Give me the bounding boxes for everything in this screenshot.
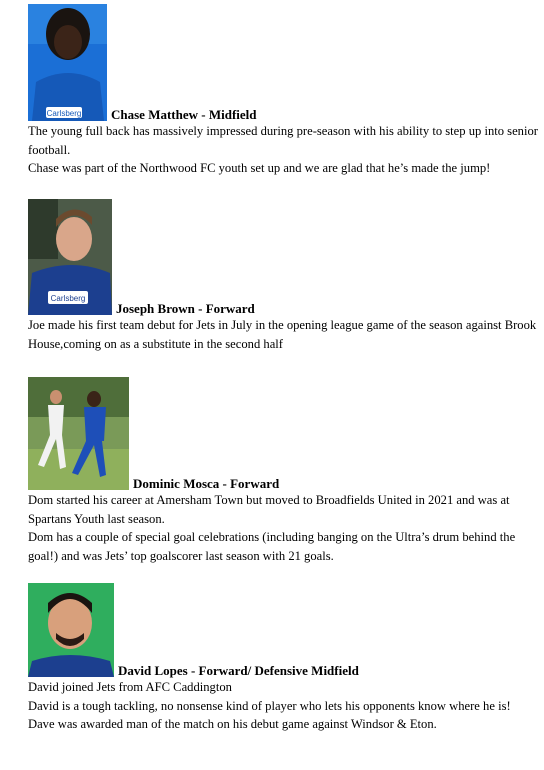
player-heading bbox=[28, 583, 538, 677]
shirt-sponsor-text: Carlsberg bbox=[46, 109, 82, 118]
player-name: David Lopes - Forward/ Defensive Midfield bbox=[118, 663, 359, 678]
player-name: Joseph Brown - Forward bbox=[116, 301, 255, 316]
player-photo-icon bbox=[28, 4, 107, 121]
player-card-dominic-mosca bbox=[28, 377, 538, 565]
player-card-joseph-brown bbox=[28, 199, 538, 353]
player-bio bbox=[28, 491, 538, 565]
player-name: Dominic Mosca - Forward bbox=[133, 476, 280, 491]
player-heading bbox=[28, 4, 538, 121]
player-photo-icon bbox=[28, 199, 112, 315]
player-heading bbox=[28, 199, 538, 315]
player-heading bbox=[28, 377, 538, 490]
player-bio bbox=[28, 678, 538, 734]
player-bio bbox=[28, 316, 538, 353]
bio-paragraph: Dom started his career at Amersham Town but moved to Broadfields United in 2021 and was at Spartans Youth last season. bbox=[28, 493, 510, 526]
bio-paragraph: The young full back has massively impressed during pre-season with his ability to step up into senior football. bbox=[28, 124, 538, 157]
bio-paragraph: David joined Jets from AFC Caddington bbox=[28, 680, 232, 694]
player-name: Chase Matthew - Midfield bbox=[111, 107, 257, 122]
bio-paragraph: David is a tough tackling, no nonsense kind of player who lets his opponents know where he is! Dave was awarded man of the match on his debut game against Windsor & Eton. bbox=[28, 698, 511, 731]
bio-paragraph: Chase was part of the Northwood FC youth set up and we are glad that he’s made the jump! bbox=[28, 161, 491, 175]
player-photo-icon bbox=[28, 583, 114, 677]
player-card-chase-matthew bbox=[28, 4, 538, 178]
player-card-david-lopes bbox=[28, 583, 538, 734]
bio-paragraph: Dom has a couple of special goal celebrations (including banging on the Ultra’s drum behind the goal!) and was Jets’ top goalscorer last season with 21 goals. bbox=[28, 530, 516, 563]
player-photo-icon bbox=[28, 377, 129, 490]
bio-paragraph: Joe made his first team debut for Jets in July in the opening league game of the season against Brook House,coming on as a substitute in the second half bbox=[28, 318, 537, 351]
shirt-sponsor-text: Carlsberg bbox=[50, 294, 86, 303]
player-bio bbox=[28, 122, 538, 178]
